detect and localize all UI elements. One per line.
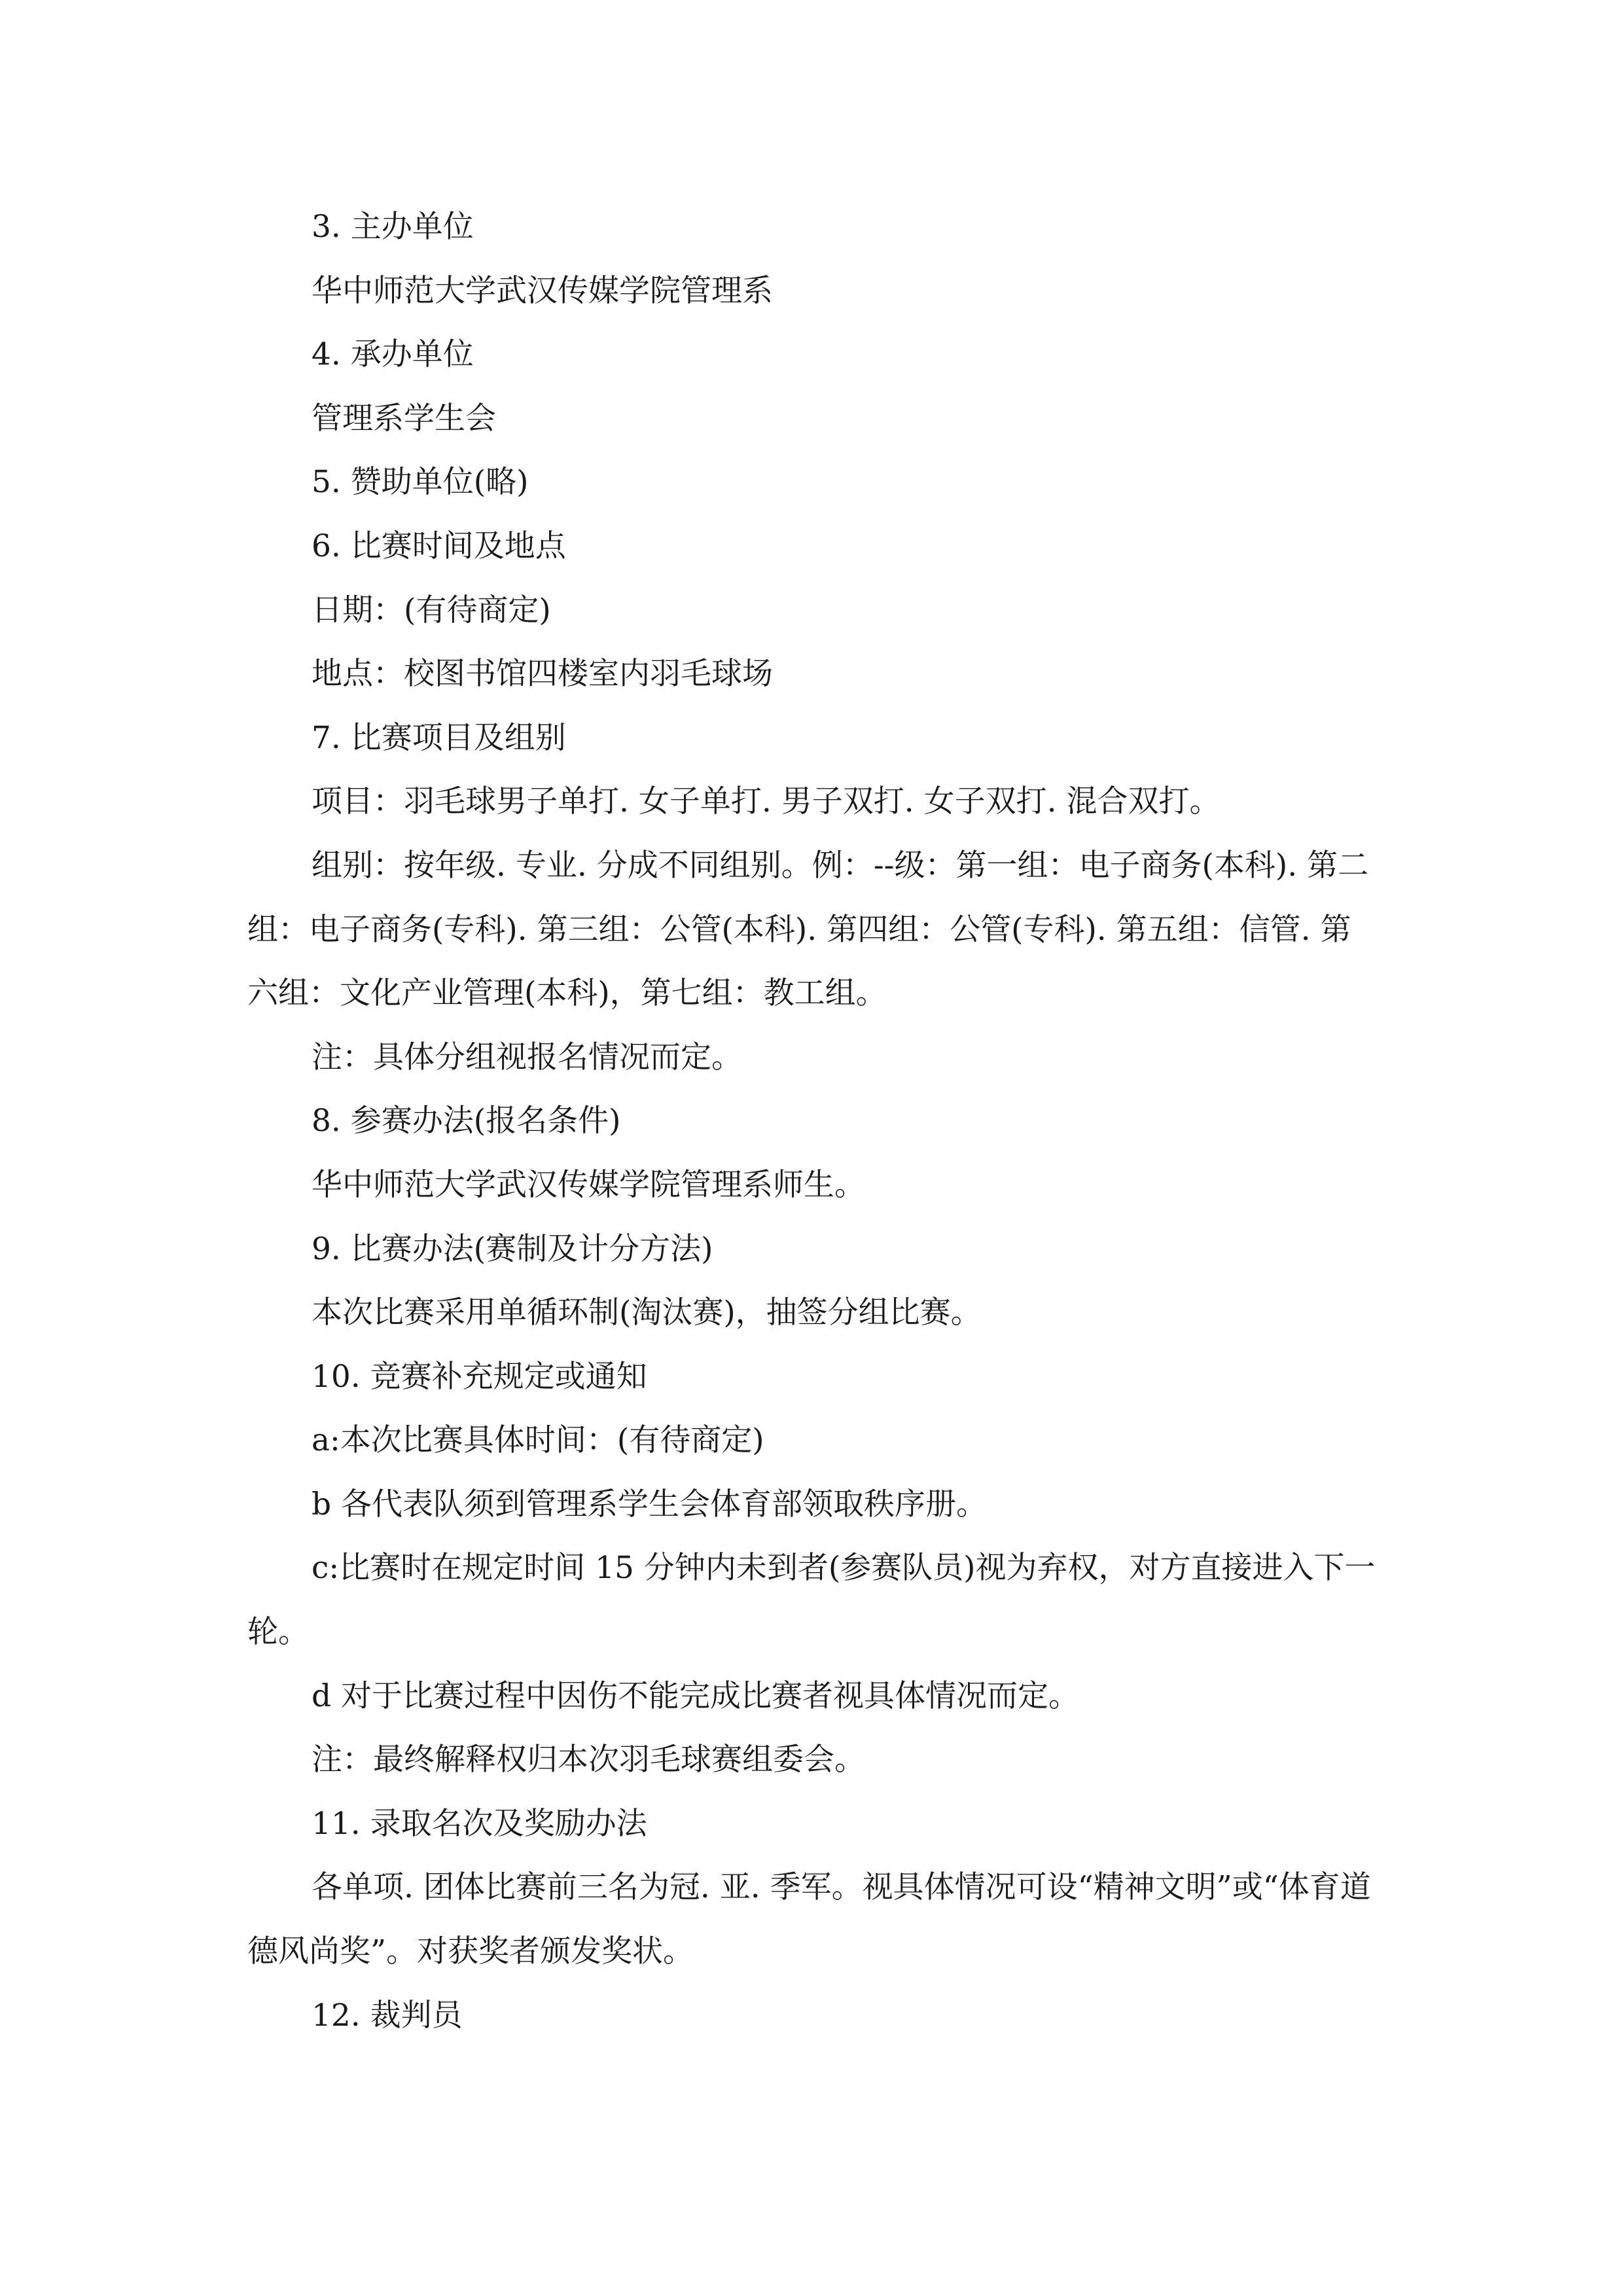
document-body — [247, 195, 1380, 2047]
paragraph: 华中师范大学武汉传媒学院管理系 — [312, 272, 773, 309]
list-item: d 对于比赛过程中因伤不能完成比赛者视具体情况而定。 — [312, 1677, 1080, 1714]
section-heading: 12. 裁判员 — [312, 1997, 463, 2034]
section-heading: 5. 赞助单位(略) — [312, 464, 529, 501]
list-item: b 各代表队须到管理系学生会体育部领取秩序册。 — [312, 1486, 988, 1522]
note: 注：最终解释权归本次羽毛球赛组委会。 — [312, 1742, 865, 1778]
section-heading: 7. 比赛项目及组别 — [312, 719, 566, 756]
paragraph: 日期：(有待商定) — [312, 592, 551, 628]
paragraph: 华中师范大学武汉传媒学院管理系师生。 — [312, 1166, 865, 1203]
section-heading: 9. 比赛办法(赛制及计分方法) — [312, 1230, 713, 1267]
section-heading: 10. 竞赛补充规定或通知 — [312, 1358, 647, 1395]
section-heading: 4. 承办单位 — [312, 336, 474, 373]
paragraph: 地点：校图书馆四楼室内羽毛球场 — [312, 656, 773, 692]
section-heading: 11. 录取名次及奖励办法 — [312, 1805, 647, 1842]
list-item: a:本次比赛具体时间：(有待商定) — [312, 1422, 764, 1459]
paragraph: 项目：羽毛球男子单打. 女子单打. 男子双打. 女子双打. 混合双打。 — [312, 783, 1221, 820]
paragraph: 本次比赛采用单循环制(淘汰赛)，抽签分组比赛。 — [312, 1295, 982, 1331]
section-heading: 8. 参赛办法(报名条件) — [312, 1103, 621, 1139]
paragraph: 各单项. 团体比赛前三名为冠. 亚. 季军。视具体情况可设“精神文明”或“体育道德风尚奖”。对获奖者颁发奖状。 — [247, 1869, 1371, 1970]
note: 注：具体分组视报名情况而定。 — [312, 1039, 742, 1075]
list-item: c:比赛时在规定时间 15 分钟内未到者(参赛队员)视为弃权，对方直接进入下一轮。 — [247, 1550, 1376, 1651]
section-heading: 6. 比赛时间及地点 — [312, 528, 566, 564]
paragraph: 组别：按年级. 专业. 分成不同组别。例：--级：第一组：电子商务(本科). 第二组：电子商务(专科). 第三组：公管(本科). 第四组：公管(专科). 第五组：信管. 第六组：文化产业管理(本科)，第七组：教工组。 — [247, 847, 1369, 1012]
section-heading: 3. 主办单位 — [312, 209, 474, 245]
paragraph: 管理系学生会 — [312, 400, 496, 437]
